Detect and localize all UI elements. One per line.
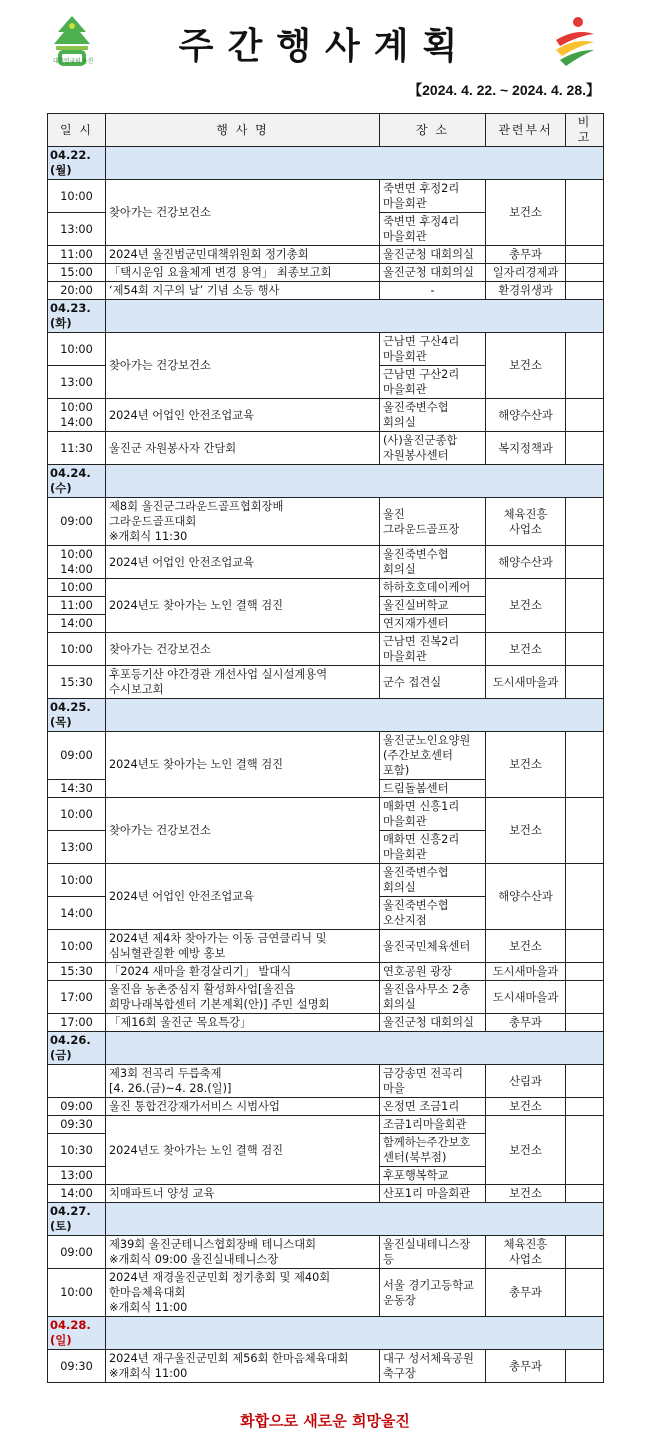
cell-remark [566,1350,604,1383]
cell-place: 매화면 신흥1리 마을회관 [380,798,486,831]
cell-time: 14:00 [48,1185,106,1203]
cell-place: 울진 그라운드골프장 [380,498,486,546]
cell-place: 울진군청 대회의실 [380,246,486,264]
cell-event: 울진읍 농촌중심지 활성화사업[울진읍 희망나래복합센터 기본계획(안)] 주민 설명회 [106,981,380,1014]
table-header-row [48,114,604,147]
cell-event: ‘제54회 지구의 날’ 기념 소등 행사 [106,282,380,300]
cell-dept: 보건소 [486,180,566,246]
table-row [48,666,604,699]
table-row [48,1098,604,1116]
cell-time: 10:00 [48,864,106,897]
cell-dept: 보건소 [486,1116,566,1185]
date-row [48,1203,604,1236]
table-row [48,981,604,1014]
cell-remark [566,981,604,1014]
cell-event: 찾아가는 건강보건소 [106,633,380,666]
date-row-fill [106,1032,604,1065]
date-row-fill [106,147,604,180]
date-label: 04.23.(화) [48,300,106,333]
cell-remark [566,732,604,798]
cell-place: 울진죽변수협 오산지점 [380,897,486,930]
date-row-fill [106,1203,604,1236]
cell-place: 근남면 진복2리 마을회관 [380,633,486,666]
cell-time: 13:00 [48,831,106,864]
cell-remark [566,333,604,399]
cell-remark [566,1269,604,1317]
date-label: 04.28.(일) [48,1317,106,1350]
cell-dept: 보건소 [486,930,566,963]
header [0,0,650,110]
cell-dept: 해양수산과 [486,864,566,930]
cell-dept: 해양수산과 [486,399,566,432]
cell-dept: 보건소 [486,1185,566,1203]
date-row [48,300,604,333]
cell-event: 2024년도 찾아가는 노인 결핵 검진 [106,1116,380,1185]
cell-place: 연지재가센터 [380,615,486,633]
cell-time: 10:30 [48,1134,106,1167]
cell-dept: 총무과 [486,1269,566,1317]
cell-event: 2024년 어업인 안전조업교육 [106,399,380,432]
cell-dept: 산림과 [486,1065,566,1098]
table-row [48,246,604,264]
table-row [48,399,604,432]
cell-event: 후포등기산 야간경관 개선사업 실시설계용역 수시보고회 [106,666,380,699]
table-row [48,498,604,546]
cell-time: 14:00 [48,615,106,633]
cell-remark [566,1014,604,1032]
cell-time: 09:00 [48,498,106,546]
cell-remark [566,963,604,981]
col-header-time: 일 시 [48,114,106,147]
cell-time: 14:00 [48,897,106,930]
cell-dept: 도시새마을과 [486,963,566,981]
cell-dept: 일자리경제과 [486,264,566,282]
cell-event: 울진 통합건강재가서비스 시범사업 [106,1098,380,1116]
date-row-fill [106,300,604,333]
cell-place: 죽변면 후정4리 마을회관 [380,213,486,246]
schedule-body [48,147,604,1383]
cell-place: 군수 접견실 [380,666,486,699]
cell-event: 「택시운임 요율체계 변경 용역」 최종보고회 [106,264,380,282]
cell-remark [566,1185,604,1203]
cell-remark [566,1098,604,1116]
cell-time: 13:00 [48,1167,106,1185]
table-row [48,1269,604,1317]
cell-time: 15:00 [48,264,106,282]
cell-dept: 총무과 [486,1014,566,1032]
cell-place: 울진군청 대회의실 [380,1014,486,1032]
date-label: 04.24.(수) [48,465,106,498]
cell-place: 울진국민체육센터 [380,930,486,963]
cell-event: 2024년도 찾아가는 노인 결핵 검진 [106,579,380,633]
table-row [48,1236,604,1269]
cell-dept: 총무과 [486,246,566,264]
cell-time: 20:00 [48,282,106,300]
cell-place: 울진실내테니스장 등 [380,1236,486,1269]
cell-time: 10:00 [48,1269,106,1317]
cell-time: 10:00 [48,798,106,831]
cell-dept: 해양수산과 [486,546,566,579]
cell-time: 09:30 [48,1350,106,1383]
col-header-remark: 비 고 [566,114,604,147]
cell-place: (사)울진군종합 자원봉사센터 [380,432,486,465]
cell-dept: 체육진흥 사업소 [486,498,566,546]
cell-event: 제3회 전곡리 두릅축제 [4. 26.(금)~4. 28.(일)] [106,1065,380,1098]
date-row [48,1032,604,1065]
cell-event: 2024년 어업인 안전조업교육 [106,864,380,930]
cell-time: 10:00 [48,633,106,666]
schedule-period: 【2024. 4. 22. ~ 2024. 4. 28.】 [408,82,600,98]
cell-place: 울진죽변수협 회의실 [380,546,486,579]
date-row [48,699,604,732]
cell-time: 13:00 [48,213,106,246]
cell-remark [566,930,604,963]
cell-place: 울진군청 대회의실 [380,264,486,282]
cell-event: 울진군 자원봉사자 간담회 [106,432,380,465]
cell-event: 찾아가는 건강보건소 [106,798,380,864]
cell-time: 17:00 [48,1014,106,1032]
cell-event: 「제16회 울진군 목요특강」 [106,1014,380,1032]
table-row [48,1185,604,1203]
cell-place: 하하호호데이케어 [380,579,486,597]
cell-place: 대구 성서체육공원 축구장 [380,1350,486,1383]
cell-time: 10:00 [48,333,106,366]
table-row [48,1350,604,1383]
date-label: 04.27.(토) [48,1203,106,1236]
cell-remark [566,264,604,282]
cell-time: 14:30 [48,780,106,798]
cell-event: 2024년 재구울진군민회 제56회 한마음체육대회 ※개회식 11:00 [106,1350,380,1383]
cell-dept: 체육진흥 사업소 [486,1236,566,1269]
cell-time [48,1065,106,1098]
cell-dept: 총무과 [486,1350,566,1383]
cell-dept: 도시새마을과 [486,666,566,699]
cell-dept: 도시새마을과 [486,981,566,1014]
table-row [48,432,604,465]
table-row [48,732,604,780]
table-row [48,1116,604,1134]
cell-remark [566,1065,604,1098]
cell-time: 09:00 [48,1236,106,1269]
cell-event: 2024년 울진범군민대책위원회 정기총회 [106,246,380,264]
cell-event: 찾아가는 건강보건소 [106,180,380,246]
table-row [48,333,604,366]
cell-time: 11:00 [48,597,106,615]
table-row [48,930,604,963]
cell-time: 13:00 [48,366,106,399]
footer-slogan: 화합으로 새로운 희망울진 [240,1412,410,1430]
cell-remark [566,246,604,264]
date-row [48,465,604,498]
table-row [48,579,604,597]
cell-dept: 보건소 [486,732,566,798]
cell-event: 2024년 어업인 안전조업교육 [106,546,380,579]
table-row [48,1065,604,1098]
cell-dept: 보건소 [486,333,566,399]
cell-time: 17:00 [48,981,106,1014]
cell-place: - [380,282,486,300]
date-row-fill [106,699,604,732]
cell-time: 10:00 14:00 [48,546,106,579]
cell-time: 09:00 [48,1098,106,1116]
cell-time: 10:00 [48,579,106,597]
cell-remark [566,432,604,465]
cell-remark [566,633,604,666]
cell-time: 09:30 [48,1116,106,1134]
cell-place: 온정면 조금1리 [380,1098,486,1116]
schedule-table [47,113,604,1383]
cell-dept: 복지정책과 [486,432,566,465]
cell-time: 09:00 [48,732,106,780]
cell-place: 연호공원 광장 [380,963,486,981]
cell-remark [566,180,604,246]
cell-dept: 보건소 [486,1098,566,1116]
cell-place: 울진읍사무소 2층 회의실 [380,981,486,1014]
page-title: 주간행사계획 [178,26,472,67]
col-header-dept: 관련부서 [486,114,566,147]
cell-event: 2024년 재경울진군민회 정기총회 및 제40회 한마음체육대회 ※개회식 11:00 [106,1269,380,1317]
date-label: 04.22.(월) [48,147,106,180]
cell-place: 근남면 구산2리 마을회관 [380,366,486,399]
cell-time: 11:30 [48,432,106,465]
table-row [48,633,604,666]
date-label: 04.26.(금) [48,1032,106,1065]
cell-place: 함께하는주간보호 센터(북부점) [380,1134,486,1167]
cell-time: 11:00 [48,246,106,264]
cell-event: 제39회 울진군테니스협회장배 테니스대회 ※개회식 09:00 울진실내테니스장 [106,1236,380,1269]
table-row [48,1014,604,1032]
date-row-fill [106,1317,604,1350]
cell-dept: 보건소 [486,798,566,864]
cell-place: 산포1리 마을회관 [380,1185,486,1203]
date-row [48,1317,604,1350]
cell-remark [566,1236,604,1269]
table-row [48,963,604,981]
col-header-event: 행 사 명 [106,114,380,147]
cell-remark [566,579,604,633]
logo-caption: 대한민국의 울진 [52,58,94,65]
cell-event: 제8회 울진군그라운드골프협회장배 그라운드골프대회 ※개회식 11:30 [106,498,380,546]
cell-time: 10:00 [48,180,106,213]
cell-time: 10:00 14:00 [48,399,106,432]
table-row [48,864,604,897]
cell-place: 근남면 구산4리 마을회관 [380,333,486,366]
cell-event: 2024년도 찾아가는 노인 결핵 검진 [106,732,380,798]
table-row [48,282,604,300]
cell-time: 10:00 [48,930,106,963]
cell-event: 치매파트너 양성 교육 [106,1185,380,1203]
cell-dept: 환경위생과 [486,282,566,300]
uljin-county-emblem [552,14,598,68]
cell-place: 죽변면 후정2리 마을회관 [380,180,486,213]
cell-place: 울진죽변수협 회의실 [380,399,486,432]
cell-place: 울진실버학교 [380,597,486,615]
table-row [48,798,604,831]
cell-time: 15:30 [48,666,106,699]
cell-place: 매화면 신흥2리 마을회관 [380,831,486,864]
cell-remark [566,498,604,546]
cell-event: 「2024 새마을 환경살리기」 발대식 [106,963,380,981]
cell-remark [566,1116,604,1185]
cell-place: 후포행복학교 [380,1167,486,1185]
date-row [48,147,604,180]
cell-event: 2024년 제4차 찾아가는 이동 금연클리닉 및 심뇌혈관질환 예방 홍보 [106,930,380,963]
cell-remark [566,546,604,579]
date-row-fill [106,465,604,498]
cell-place: 서울 경기고등학교 운동장 [380,1269,486,1317]
cell-remark [566,666,604,699]
cell-remark [566,399,604,432]
col-header-place: 장 소 [380,114,486,147]
cell-dept: 보건소 [486,579,566,633]
cell-place: 조금1리마을회관 [380,1116,486,1134]
cell-place: 울진군노인요양원 (주간보호센터 포함) [380,732,486,780]
table-row [48,180,604,213]
date-label: 04.25.(목) [48,699,106,732]
cell-event: 찾아가는 건강보건소 [106,333,380,399]
cell-remark [566,282,604,300]
table-row [48,264,604,282]
cell-remark [566,798,604,864]
table-row [48,546,604,579]
cell-remark [566,864,604,930]
cell-time: 15:30 [48,963,106,981]
cell-place: 울진죽변수협 회의실 [380,864,486,897]
cell-dept: 보건소 [486,633,566,666]
cell-place: 금강송면 전곡리 마을 [380,1065,486,1098]
cell-place: 드림돌봄센터 [380,780,486,798]
